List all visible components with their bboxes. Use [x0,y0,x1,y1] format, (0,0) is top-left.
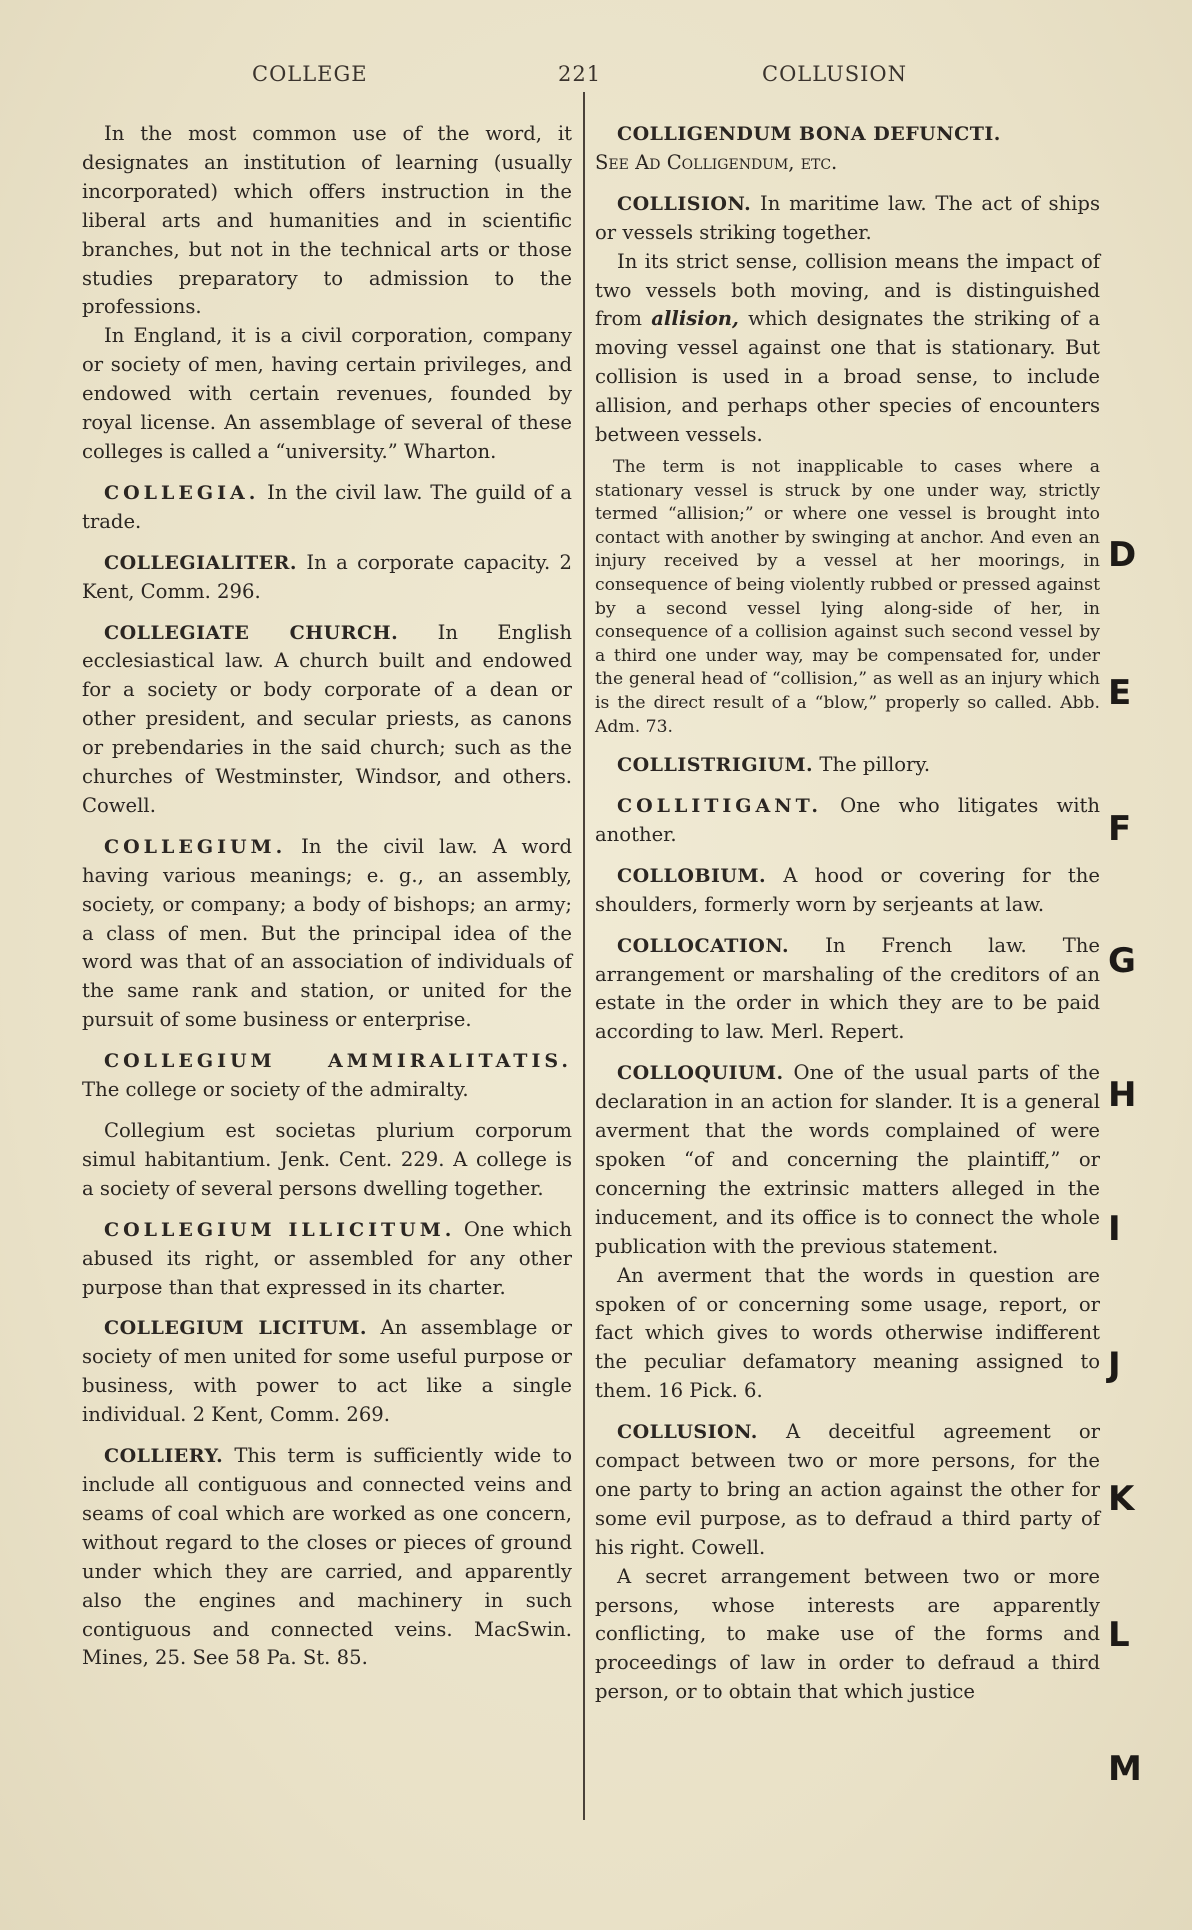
definition-collocation: In French law. The arrangement or marshaling of the creditors of an estate in the order in which they are to be paid according to law. Merl. Repert. [595,933,1100,1044]
definition-collegiate-church: In English ecclesiastical law. A church built and endowed for a society or body corporate of a dean or other president, and secular priests, as canons or prebendaries in the said church; such as the churches of Westminster, Windsor, and others. Cowell. [82,620,573,817]
thumb-index-j[interactable]: J [1108,1345,1121,1385]
collision-allision-term: allision, [651,307,739,331]
thumb-index-g[interactable]: G [1108,941,1136,981]
thumb-index-d[interactable]: D [1108,535,1137,575]
thumb-index-k[interactable]: K [1108,1479,1135,1519]
headword-collocation: COLLOCATION. [617,934,790,957]
collision-paragraph-2a: In its strict sense, collision means the impact of two vessels both moving, and is distinguished from [595,249,1100,331]
definition-collitigant: One who litigates with another. [595,794,1100,846]
left-column [82,120,572,1685]
column-divider [583,92,585,1820]
maxim-collegium: Collegium est societas plurium corporum simul habitantium. Jenk. Cent. 229. A college is a society of several persons dwelling together. [82,1119,572,1200]
headword-collision: COLLISION. [617,192,752,215]
entry-collegiate-church [82,619,572,821]
headword-collegium: COLLEGIUM. [104,835,287,858]
definition-collistrigium: The pillory. [819,753,931,777]
running-head-left: COLLEGE [252,62,368,86]
thumb-index-e[interactable]: E [1108,673,1132,713]
entry-collistrigium [595,751,1100,780]
collision-note [595,456,1100,739]
definition-collision: In maritime law. The act of ships or vessels striking together. [595,191,1100,244]
entry-collitigant [595,792,1100,850]
entry-collegium-ammiralitatis [82,1047,572,1105]
definition-colliery: This term is sufficiently wide to include all contiguous and connected veins and seams of coal which are worked as one concern, without regard to the closes or pieces of ground under which they are carried, and apparently also the engines and machinery in such contiguous and connected veins. MacSwin. Mines, 25. See 58 Pa. St. 85. [82,1444,573,1670]
entry-collegium-maxim [82,1117,572,1204]
colloquium-paragraph-2: An averment that the words in question are spoken of or concerning some usage, report, or fact which gives to words otherwise indifferent the peculiar defamatory meaning assigned to them. 16 Pick. 6. [595,1263,1100,1403]
definition-colligendum: See Ad Colligendum, etc. [595,150,838,174]
running-head-right: COLLUSION [762,62,907,86]
definition-collegia: In the civil law. The guild of a trade. [82,480,572,533]
entry-collegia [82,479,572,537]
headword-collistrigium: COLLISTRIGIUM. [617,754,814,777]
thumb-index-m[interactable]: M [1108,1749,1142,1789]
headword-collegiate-church: COLLEGIATE CHURCH. [104,621,399,644]
entry-colliery [82,1442,572,1673]
entry-collegium [82,833,572,1035]
collusion-paragraph-2: A secret arrangement between two or more persons, whose interests are apparently conflicting, to make use of the forms and proceedings of law in order to defraud a third person, or to obtain that which justice [595,1564,1100,1704]
collision-note-text: The term is not inapplicable to cases where a stationary vessel is struck by one under way, strictly termed “allision;” or where one vessel is brought into contact with another by swinging at anchor. And even an injury received by a vessel at her moorings, in consequence of being violently rubbed or pressed against by a second vessel lying along-side of her, in consequence of a collision against such second vessel by a third one under way, may be compensated for, under the general head of “collision,” as well as an injury which is the direct result of a “blow,” properly so called. Abb. Adm. 73. [595,456,1100,737]
definition-collobium: A hood or covering for the shoulders, formerly worn by serjeants at law. [595,863,1100,916]
right-column [595,120,1100,1719]
collision-paragraph-2b: which designates the striking of a moving vessel against one that is stationary. But collision is used in a broad sense, to include allision, and perhaps other species of encounters between vessels. [595,307,1100,447]
headword-collegialiter: COLLEGIALITER. [104,551,298,574]
definition-collusion: A deceitful agreement or compact between two or more persons, for the one party to bring an action against the other for some evil purpose, as to defraud a third party of his right. Cowell. [595,1420,1101,1559]
headword-collobium: COLLOBIUM. [617,864,767,887]
entry-colligendum [595,120,1100,178]
definition-colloquium: One of the usual parts of the declaration in an action for slander. It is a general averment that the words complained of were spoken “of and concerning the plaintiff,” or concerning the extrinsic matters alleged in the inducement, and its office is to connect the whole publication with the previous statement. [595,1061,1100,1258]
headword-collegium-licitum: COLLEGIUM LICITUM. [104,1317,368,1340]
entry-collegium-licitum [82,1314,572,1430]
entry-collobium [595,862,1100,920]
headword-collegia: COLLEGIA. [104,481,260,504]
headword-collitigant: COLLITIGANT. [617,795,822,817]
definition-collegium-illicitum: One which abused its right, or assembled for any other purpose than that expressed in its charter. [82,1217,572,1299]
thumb-index-i[interactable]: I [1108,1209,1121,1249]
page-number: 221 [558,62,602,86]
headword-collegium-illicitum: COLLEGIUM ILLICITUM. [104,1218,456,1241]
headword-collusion: COLLUSION. [617,1421,758,1444]
headword-colloquium: COLLOQUIUM. [617,1062,784,1085]
thumb-index-h[interactable]: H [1108,1075,1137,1115]
entry-collegium-illicitum [82,1216,572,1303]
definition-collegium-ammiralitatis: The college or society of the admiralty. [82,1078,469,1102]
entry-collision [595,190,1100,739]
college-paragraph-1: In the most common use of the word, it designates an institution of learning (usually incorporated) which offers instruction in the liberal arts and humanities and in scientific branches, but not in the technical arts or those studies preparatory to admission to the professions. [82,122,572,319]
entry-collocation [595,932,1100,1048]
headword-collegium-ammiralitatis: COLLEGIUM AMMIRALITATIS. [104,1050,572,1073]
headword-colliery: COLLIERY. [104,1445,224,1468]
thumb-index-f[interactable]: F [1108,809,1132,849]
entry-colloquium [595,1059,1100,1406]
entry-college [82,120,572,467]
thumb-index-l[interactable]: L [1108,1615,1130,1655]
definition-collegialiter: In a corporate capacity. 2 Kent, Comm. 296. [82,550,572,603]
definition-collegium: In the civil law. A word having various meanings; e. g., an assembly, society, or company; a body of bishops; an army; a class of men. But the principal idea of the word was that of an association of individuals of the same rank and station, or united for the pursuit of some business or enterprise. [82,834,572,1032]
definition-collegium-licitum: An assemblage or society of men united for some useful purpose or business, with power to act like a single individual. 2 Kent, Comm. 269. [82,1316,572,1427]
entry-collusion [595,1418,1100,1707]
headword-colligendum: COLLIGENDUM BONA DEFUNCTI. [617,123,1001,145]
entry-collegialiter [82,549,572,607]
college-paragraph-2: In England, it is a civil corporation, company or society of men, having certain privileges, and endowed with certain revenues, founded by royal license. An assemblage of several of these colleges is called a “university.” Wharton. [82,324,572,463]
